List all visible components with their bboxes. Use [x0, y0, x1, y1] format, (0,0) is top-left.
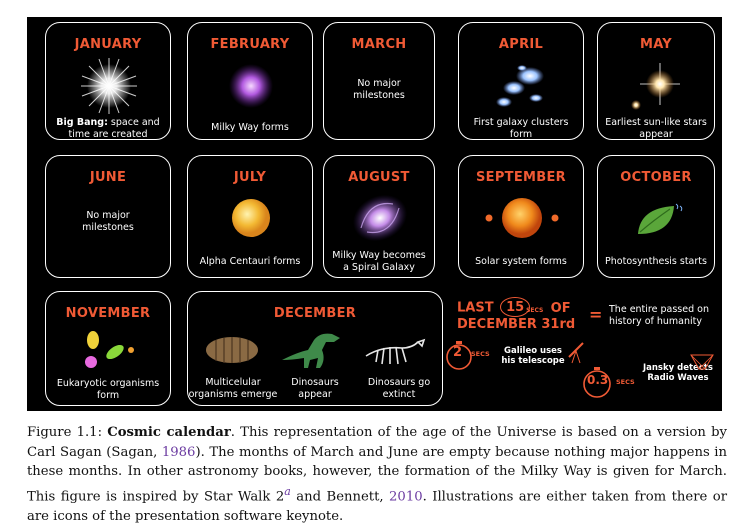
month-title: DECEMBER: [273, 306, 357, 321]
december-item-3: Dinosaurs go extinct: [367, 377, 431, 400]
month-description: Alpha Centauri forms: [199, 256, 301, 267]
dinosaur-skeleton-illustration: [362, 336, 426, 368]
sun-like-star-illustration: [628, 59, 686, 115]
month-description: Earliest sun-like stars appear: [605, 117, 707, 140]
timer-15: 15 SECS: [500, 299, 534, 317]
card-may: [597, 22, 715, 140]
december-31-label: DECEMBER 31rd: [457, 317, 576, 332]
month-description: Big Bang: space and time are created: [56, 117, 160, 140]
month-title: FEBRUARY: [210, 37, 290, 52]
card-june: [45, 155, 171, 278]
figure-label: Figure 1.1:: [27, 425, 103, 440]
month-description: First galaxy clusters form: [473, 117, 569, 140]
card-january: [45, 22, 171, 140]
month-title: OCTOBER: [620, 170, 692, 185]
galileo-seconds-unit: SECS: [471, 350, 490, 358]
last-word: LAST: [457, 300, 494, 316]
card-september: [458, 155, 584, 278]
milky-way-illustration: [226, 61, 276, 111]
card-december: [187, 291, 443, 406]
month-title: JANUARY: [74, 37, 142, 52]
month-description: No major milestones: [82, 210, 134, 233]
leaf-icon: [634, 200, 684, 240]
card-april: [458, 22, 584, 140]
month-title: JULY: [233, 170, 267, 185]
citation-link[interactable]: 1986: [161, 444, 196, 460]
eukaryotic-organisms-illustration: [81, 328, 137, 372]
figure-title: Cosmic calendar: [107, 425, 231, 440]
last-seconds-title: [457, 299, 575, 332]
month-title: JUNE: [89, 170, 127, 185]
cosmic-calendar-panel: [27, 17, 722, 411]
month-description: Photosynthesis starts: [605, 256, 707, 267]
card-july: [187, 155, 313, 278]
month-title: NOVEMBER: [65, 306, 151, 321]
alpha-centauri-illustration: [229, 196, 273, 240]
radio-antenna-icon: [687, 351, 717, 373]
humanity-history-text: The entire passed on history of humanity: [609, 304, 709, 327]
of-word: OF: [550, 300, 571, 316]
galaxy-clusters-illustration: [492, 58, 552, 113]
december-item-2: Dinosaurs appear: [291, 377, 339, 400]
jansky-text: Jansky detects Radio Waves: [642, 363, 713, 383]
equals-sign: =: [589, 305, 603, 324]
galileo-seconds: 2: [453, 345, 463, 360]
footnote-marker[interactable]: a: [284, 484, 291, 498]
month-description: No major milestones: [353, 78, 405, 101]
trilobite-illustration: [202, 332, 262, 366]
december-item-1: Multicelular organisms emerge: [188, 377, 278, 400]
month-description: Milky Way becomes a Spiral Galaxy: [332, 250, 426, 273]
figure-caption: Figure 1.1: Cosmic calendar. This representation of the age of the Universe is based on a version by Carl Sagan (Sagan, 1986). The months of March and June are empty because nothing major happens in these months. In other astronomy books, however, the formation of the Milky Way is given for March. This figure is inspired by Star Walk 2$^a$ and Bennett, 2010. Illustrations are either taken from there or are icons of the presentation software keynote.: [27, 425, 727, 524]
solar-system-illustration: [481, 194, 563, 242]
month-title: SEPTEMBER: [476, 170, 566, 185]
card-october: [597, 155, 715, 278]
month-description: Eukaryotic organisms form: [56, 378, 160, 401]
telescope-icon: [567, 339, 587, 365]
spiral-galaxy-illustration: [349, 192, 411, 244]
card-march: [323, 22, 435, 140]
jansky-seconds: 0.3: [587, 373, 609, 387]
month-title: AUGUST: [348, 170, 410, 185]
month-title: MARCH: [351, 37, 407, 52]
month-description: Solar system forms: [475, 256, 567, 267]
dinosaur-icon: [280, 330, 346, 370]
galileo-text: Galileo uses his telescope: [501, 346, 565, 366]
card-november: [45, 291, 171, 406]
jansky-seconds-unit: SECS: [616, 378, 635, 386]
big-bang-illustration: [79, 56, 139, 116]
card-august: [323, 155, 435, 278]
month-description: Milky Way forms: [211, 122, 289, 133]
citation-link[interactable]: 2010: [389, 489, 423, 505]
month-title: MAY: [639, 37, 673, 52]
card-february: [187, 22, 313, 140]
month-title: APRIL: [498, 37, 544, 52]
